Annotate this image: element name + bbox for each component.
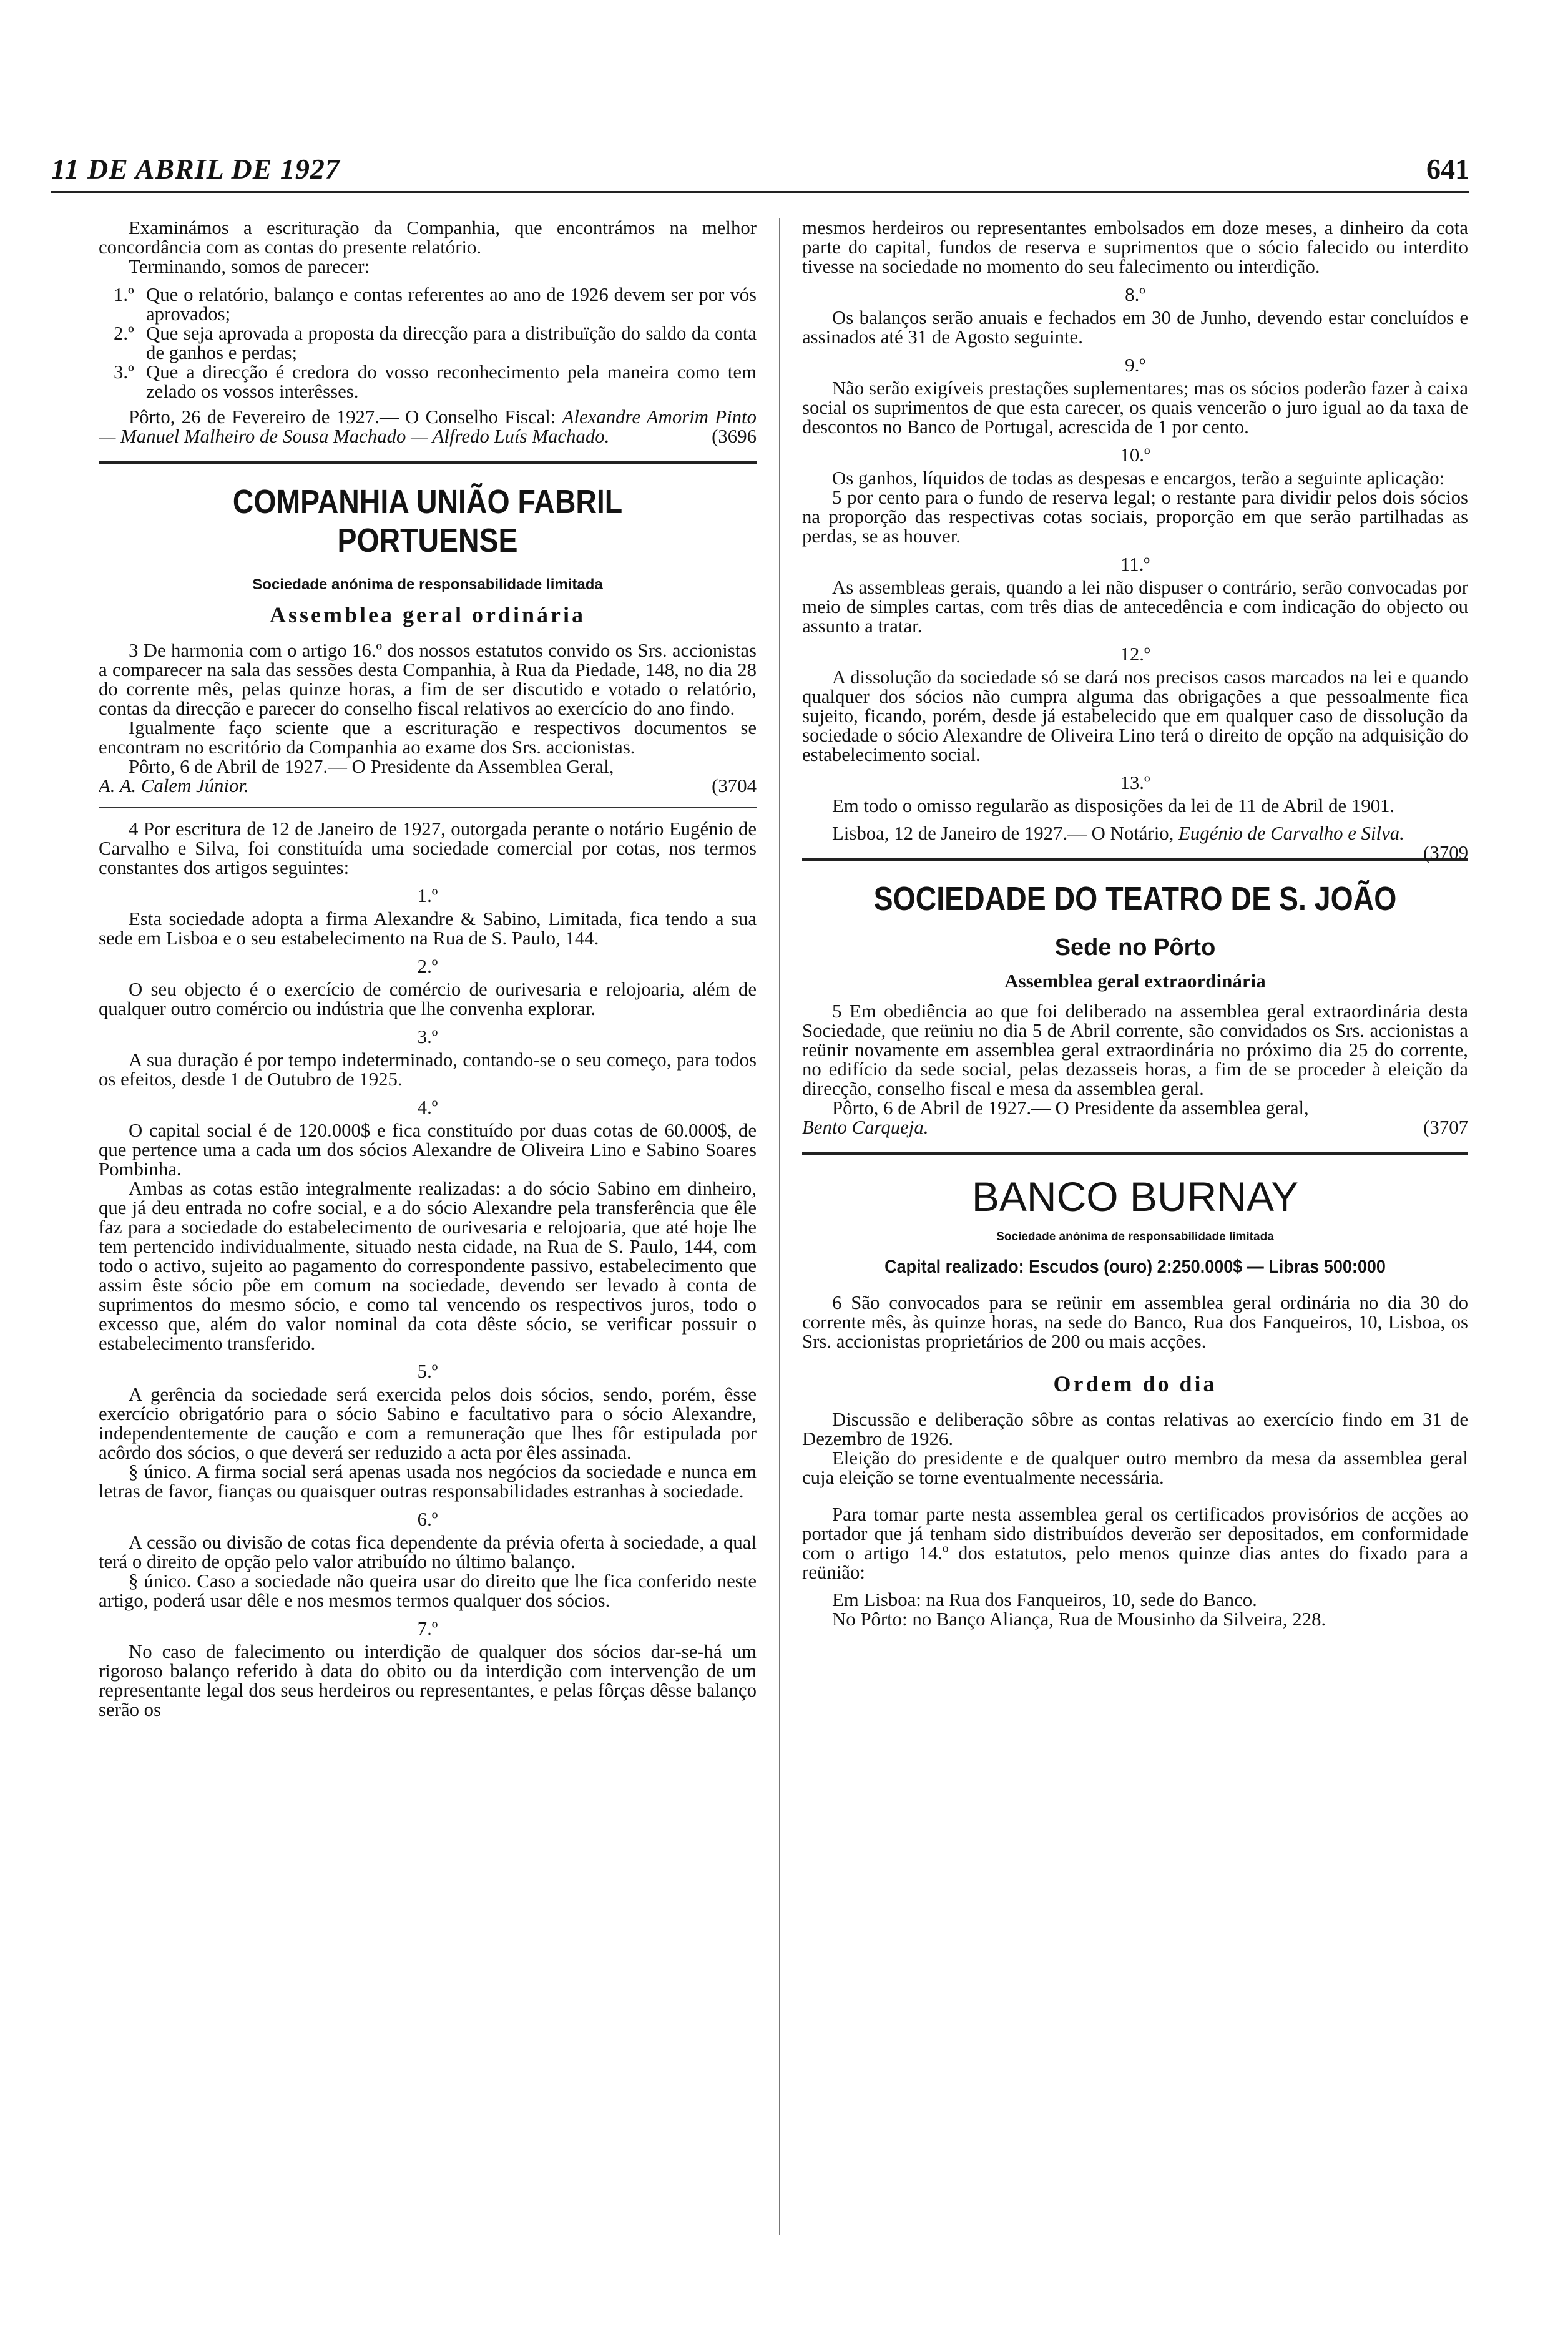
section-divider bbox=[99, 807, 757, 808]
deed-intro: 4 Por escritura de 12 de Janeiro de 1927, outorgada perante o notário Eugénio de Carvalho e Silva, foi constituída uma sociedade comercial por cotas, nos termos constantes dos artigos seguintes: bbox=[99, 818, 757, 878]
article-text: O seu objecto é o exercício de comércio de ourivesaria e relojoaria, além de qualquer outro comércio ou indústria que lhe convenha explorar. bbox=[99, 979, 757, 1019]
article-number: 11.º bbox=[1120, 554, 1150, 575]
article-text: Em todo o omisso regularão as disposições da lei de 11 de Abril de 1901. bbox=[832, 795, 1395, 816]
article-number: 5.º bbox=[417, 1361, 438, 1382]
notice-companhia-uniao-fabril bbox=[99, 483, 757, 796]
section-divider bbox=[802, 1152, 1468, 1157]
section-divider bbox=[802, 858, 1468, 863]
agenda-item: Eleição do presidente e de qualquer outro membro da mesa da assemblea geral cuja eleição se torne eventualmente necessária. bbox=[802, 1448, 1468, 1488]
company-subtitle: Sociedade anónima de responsabilidade limitada bbox=[996, 1230, 1274, 1243]
article-number: 9.º bbox=[1125, 355, 1145, 376]
article-text: Os ganhos, líquidos de todas as despesas e encargos, terão a seguinte aplicação: bbox=[832, 468, 1445, 489]
article-text: Esta sociedade adopta a firma Alexandre & Sabino, Limitada, fica tendo a sua sede em Lisboa e o seu estabelecimento na Rua de S. Paulo, 144. bbox=[99, 908, 757, 949]
article-text: Não serão exigíveis prestações suplementares; mas os sócios poderão fazer à caixa social os suprimentos de que esta carecer, os quais vencerão o juro igual ao da taxa de descontos no Banco de Portugal, acrescida de 1 por cento. bbox=[802, 378, 1468, 438]
opinion-item bbox=[114, 285, 757, 324]
column-divider bbox=[779, 218, 780, 2235]
signature-place-date: Pôrto, 6 de Abril de 1927.— O Presidente da Assemblea Geral, bbox=[129, 756, 614, 777]
notice-teatro-sao-joao bbox=[802, 879, 1468, 1137]
article-number: 7.º bbox=[417, 1618, 438, 1639]
reference-number: (3707 bbox=[1423, 1117, 1468, 1138]
article-text: mesmos herdeiros ou representantes embolsados em doze meses, a dinheiro da cota parte do capital, fundos de reserva e suprimentos que o sócio falecido ou interdito tivesse na sociedade no momento do seu falecimento ou interdição. bbox=[802, 218, 1468, 277]
article-number: 12.º bbox=[1120, 644, 1150, 665]
article-text: A sua duração é por tempo indeterminado, contando-se o seu começo, para todos os efeitos, desde 1 de Outubro de 1925. bbox=[99, 1049, 757, 1090]
article-text: A cessão ou divisão de cotas fica dependente da prévia oferta à sociedade, a qual terá o direito de opção pelo valor atribuído no último balanço. bbox=[99, 1532, 757, 1572]
article-number: 4.º bbox=[417, 1097, 438, 1118]
article-number: 13.º bbox=[1120, 772, 1150, 793]
article-text: Ambas as cotas estão integralmente realizadas: a do sócio Sabino em dinheiro, que já deu entrada no cofre social, e a do sócio Alexandre pela transferência que êle faz para a sociedade do estabelecimento de ourivesaria e relojoaria, que até hoje lhe tem pertencido individualmente, situado nesta cidade, na Rua de S. Paulo, 144, com todo o activo, sujeito ao pagamento do correspondente passivo, estabelecimento que assim êste sócio põe em comum na sociedade, devendo ser levado à conta de suprimentos do mesmo sócio, e como tal vencendo os respectivos juros, todo o excesso que, além do valor nominal da cota dêste sócio, se verificar possuir o estabelecimento transferido. bbox=[99, 1178, 757, 1354]
article-text: A dissolução da sociedade só se dará nos precisos casos marcados na lei e quando qualquer dos sócios não cumpra alguma das obrigações a que pessoalmente fica sujeito, ficando, porém, desde já estabelecido que em qualquer caso de dissolução da sociedade o sócio Alexandre de Oliveira Lino terá o direito de opção na adquisição do estabelecimento social. bbox=[802, 667, 1468, 765]
article-number: 3.º bbox=[417, 1026, 438, 1047]
article-text: No caso de falecimento ou interdição de qualquer dos sócios dar-se-há um rigoroso balanço referido à data do obito ou da interdição com intervenção de um representante legal dos seus herdeiros ou representantes, e pelas fôrças dêsse balanço serão os bbox=[99, 1641, 757, 1720]
item-number: 3.º bbox=[114, 361, 134, 383]
item-number: 1.º bbox=[114, 284, 134, 305]
article-number: 6.º bbox=[417, 1509, 438, 1530]
left-column bbox=[99, 218, 757, 2243]
company-title: COMPANHIA UNIÃO FABRIL PORTUENSE bbox=[232, 483, 623, 559]
item-number: 2.º bbox=[114, 323, 134, 344]
assembly-heading: Assemblea geral ordinária bbox=[270, 602, 586, 627]
signature-name: Bento Carqueja. bbox=[802, 1117, 929, 1138]
opinion-item bbox=[114, 324, 757, 363]
signature-place-date: Lisboa, 12 de Janeiro de 1927.— O Notário, bbox=[832, 823, 1174, 844]
company-title: BANCO BURNAY bbox=[971, 1173, 1299, 1220]
notice-alexandre-sabino-deed-continued bbox=[802, 218, 1468, 863]
item-text: Que a direcção é credora do vosso reconhecimento pela maneira como tem zelado os vossos interêsses. bbox=[146, 361, 757, 402]
signature-name: Eugénio de Carvalho e Silva. bbox=[1178, 823, 1404, 844]
article-text: O capital social é de 120.000$ e fica constituído por duas cotas de 60.000$, de que pertence uma a cada um dos sócios Alexandre de Oliveira Lino e Sabino Soares Pombinha. bbox=[99, 1120, 757, 1180]
signature-place-date: Pôrto, 6 de Abril de 1927.— O Presidente da assemblea geral, bbox=[832, 1097, 1309, 1119]
notice-paragraph: Para tomar parte nesta assemblea geral os certificados provisórios de acções ao portador que já tenham sido distribuídos deverão ser depositados, em conformidade com o artigo 14.º dos estatutos, pelo menos quinze dias antes do fixado para a reünião: bbox=[802, 1504, 1468, 1583]
signature-place-date: Pôrto, 26 de Fevereiro de 1927.— O Conselho Fiscal: bbox=[129, 406, 556, 428]
item-text: Que seja aprovada a proposta da direcção para a distribuïção do saldo da conta de ganhos e perdas; bbox=[146, 323, 757, 363]
opinion-item bbox=[114, 363, 757, 401]
item-text: Que o relatório, balanço e contas referentes ao ano de 1926 devem ser por vós aprovados; bbox=[146, 284, 757, 325]
signature-block bbox=[802, 1099, 1468, 1118]
assembly-heading: Assemblea geral extraordinária bbox=[1004, 970, 1266, 992]
article-text: § único. A firma social será apenas usada nos negócios da sociedade e nunca em letras de favor, fianças ou quaisquer outras responsabilidades estranhas à sociedade. bbox=[99, 1461, 757, 1502]
report-paragraph: Terminando, somos de parecer: bbox=[129, 256, 370, 277]
article-text: Os balanços serão anuais e fechados em 30 de Junho, devendo estar concluídos e assinados até 31 de Agosto seguinte. bbox=[802, 307, 1468, 348]
agenda-heading: Ordem do dia bbox=[1053, 1371, 1217, 1396]
reference-number: (3709 bbox=[1423, 842, 1468, 863]
agenda-item: Discussão e deliberação sôbre as contas relativas ao exercício findo em 31 de Dezembro de 1926. bbox=[802, 1409, 1468, 1449]
capital-line: Capital realizado: Escudos (ouro) 2:250.000$ — Libras 500:000 bbox=[884, 1257, 1386, 1277]
notice-paragraph: 6 São convocados para se reünir em assemblea geral ordinária no dia 30 do corrente mês, às quinze horas, na sede do Banco, Rua dos Fanqueiros, 10, Lisboa, os Srs. accionistas proprietários de 200 ou mais acções. bbox=[802, 1292, 1468, 1352]
reference-number: (3696 bbox=[712, 426, 757, 447]
company-subtitle: Sociedade anónima de responsabilidade limitada bbox=[252, 576, 603, 593]
header-date: 11 DE ABRIL DE 1927 bbox=[51, 153, 340, 185]
deposit-location: Em Lisboa: na Rua dos Fanqueiros, 10, sede do Banco. bbox=[832, 1589, 1257, 1610]
header-rule bbox=[51, 191, 1469, 193]
signature-name-line bbox=[99, 777, 757, 796]
signature-block bbox=[99, 757, 757, 777]
company-title: SOCIEDADE DO TEATRO DE S. JOÃO bbox=[873, 880, 1397, 918]
page-number: 641 bbox=[1426, 153, 1469, 185]
signature-name: A. A. Calem Júnior. bbox=[99, 775, 249, 796]
article-number: 8.º bbox=[1125, 284, 1145, 305]
notice-paragraph: Igualmente faço sciente que a escrituração e respectivos documentos se encontram no escritório da Companhia ao exame dos Srs. accionistas. bbox=[99, 717, 757, 758]
reference-number: (3704 bbox=[712, 775, 757, 796]
signature-name-line bbox=[802, 1118, 1468, 1137]
running-header bbox=[51, 152, 1469, 187]
article-number: 1.º bbox=[417, 885, 438, 906]
right-column bbox=[802, 218, 1468, 2243]
signature-block bbox=[802, 823, 1468, 863]
fiscal-council-report bbox=[99, 218, 757, 446]
article-text: 5 por cento para o fundo de reserva legal; o restante para dividir pelos dois sócios na proporção das respectivas cotas sociais, proporção em que serão partilhadas as perdas, se as houver. bbox=[802, 487, 1468, 547]
article-text: As assembleas gerais, quando a lei não dispuser o contrário, serão convocadas por meio de simples cartas, com três dias de antecedência e com indicação do objecto ou assunto a tratar. bbox=[802, 577, 1468, 637]
deposit-location: No Pôrto: no Banço Aliança, Rua de Mousinho da Silveira, 228. bbox=[832, 1609, 1326, 1630]
notice-paragraph: 5 Em obediência ao que foi deliberado na assemblea geral extraordinária desta Sociedade, que reüniu no dia 5 de Abril corrente, são convidados os Srs. accionistas a reünir novamente em assemblea geral extraordinária no próximo dia 25 do corrente, no edifício da sede social, pelas dezasseis horas, a fim de se proceder à eleição da direcção, conselho fiscal e mesa da assemblea geral. bbox=[802, 1001, 1468, 1099]
article-number: 10.º bbox=[1120, 444, 1150, 466]
notice-alexandre-sabino-deed bbox=[99, 820, 757, 1720]
report-paragraph: Examinámos a escrituração da Companhia, que encontrámos na melhor concordância com as contas do presente relatório. bbox=[99, 218, 757, 258]
article-number: 2.º bbox=[417, 956, 438, 977]
notice-paragraph: 3 De harmonia com o artigo 16.º dos nossos estatutos convido os Srs. accionistas a comparecer na sala das sessões desta Companhia, à Rua da Piedade, 148, no dia 28 do corrente mês, pelas quinze horas, a fim de ser discutido e votado o relatório, contas da direcção e parecer do conselho fiscal relativos ao exercício do ano findo. bbox=[99, 640, 757, 719]
section-divider bbox=[99, 461, 757, 466]
signature-names: Alexandre Amorim Pinto — Manuel Malheiro de Sousa Machado — Alfredo Luís Machado. bbox=[99, 406, 757, 447]
article-text: A gerência da sociedade será exercida pelos dois sócios, sendo, porém, êsse exercício obrigatório para o sócio Sabino e facultativo para o sócio Alexandre, independentemente de caução e com a remuneração que lhes fôr estipulada por acôrdo dos sócios, o que deverá ser reduzido a acta por êles assinada. bbox=[99, 1384, 757, 1463]
article-text: § único. Caso a sociedade não queira usar do direito que lhe fica conferido neste artigo, poderá usar dêle e nos mesmos termos qualquer dos sócios. bbox=[99, 1570, 757, 1611]
company-seat: Sede no Pôrto bbox=[1054, 934, 1216, 961]
notice-banco-burnay bbox=[802, 1173, 1468, 1629]
signature-block bbox=[99, 408, 757, 446]
